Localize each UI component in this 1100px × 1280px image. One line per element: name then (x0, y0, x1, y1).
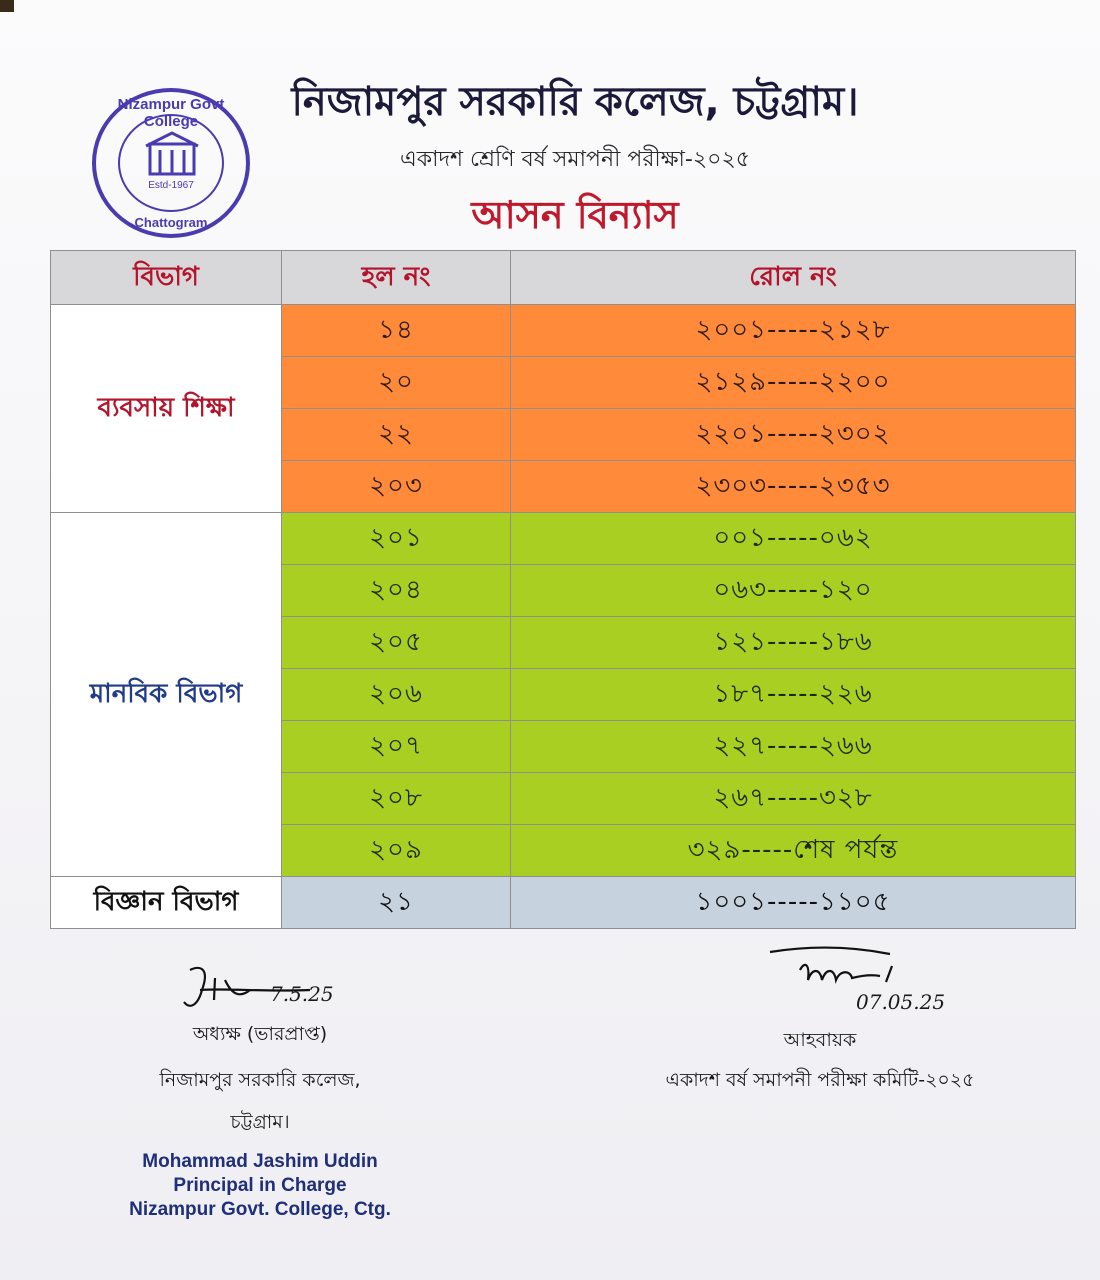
seating-table (50, 250, 1076, 929)
roll-cell: ২২০১-----২৩০২ (511, 409, 1076, 461)
roll-cell: ৩২৯-----শেষ পর্যন্ত (511, 825, 1076, 877)
seal-bottom-text: Chattogram (134, 215, 208, 230)
principal-org-line2: চট্টগ্রাম। (230, 1111, 290, 1133)
seal-top-text: Nizampur Govt College (117, 96, 225, 130)
building-icon (142, 130, 202, 180)
table-row (51, 877, 1076, 929)
header-hall: হল নং (282, 251, 511, 305)
seating-heading: আসন বিন্যাস (471, 193, 679, 237)
roll-cell: ১২১-----১৮৬ (511, 617, 1076, 669)
principal-signature-block (110, 960, 410, 1222)
principal-signature (110, 960, 410, 1020)
principal-college-en: Nizampur Govt. College, Ctg. (129, 1199, 391, 1220)
principal-title-en: Principal in Charge (173, 1175, 347, 1196)
convener-role: আহবায়ক (783, 1029, 857, 1051)
convener-signature-block (610, 940, 1030, 1098)
exam-subtitle: একাদশ শ্রেণি বর্ষ সমাপনী পরীক্ষা-২০২৫ (399, 147, 751, 172)
roll-cell: ০৬৩-----১২০ (511, 565, 1076, 617)
hall-cell: ১৪ (282, 305, 511, 357)
principal-org-line1: নিজামপুর সরকারি কলেজ, (159, 1069, 361, 1091)
department-science: বিজ্ঞান বিভাগ (51, 877, 282, 929)
header-roll: রোল নং (511, 251, 1076, 305)
roll-cell: ২০০১-----২১২৮ (511, 305, 1076, 357)
header-department: বিভাগ (51, 251, 282, 305)
roll-cell: ১৮৭-----২২৬ (511, 669, 1076, 721)
hall-cell: ২০৮ (282, 773, 511, 825)
principal-role: অধ্যক্ষ (ভারপ্রাপ্ত) (192, 1023, 328, 1045)
roll-cell: ২৩০৩-----২৩৫৩ (511, 461, 1076, 513)
hall-cell: ২০৪ (282, 565, 511, 617)
hall-cell: ২০ (282, 357, 511, 409)
hall-cell: ২০৯ (282, 825, 511, 877)
convener-sign-date: 07.05.25 (856, 990, 946, 1014)
hall-cell: ২২ (282, 409, 511, 461)
table-header-row (51, 251, 1076, 305)
exam-committee: একাদশ বর্ষ সমাপনী পরীক্ষা কমিটি-২০২৫ (665, 1069, 975, 1091)
hall-cell: ২০৫ (282, 617, 511, 669)
seal-inner-ring (118, 114, 224, 212)
department-humanities: মানবিক বিভাগ (51, 513, 282, 877)
principal-sign-date: 7.5.25 (270, 982, 334, 1006)
roll-cell: ২১২৯-----২২০০ (511, 357, 1076, 409)
roll-cell: ২২৭-----২৬৬ (511, 721, 1076, 773)
roll-cell: ১০০১-----১১০৫ (511, 877, 1076, 929)
hall-cell: ২১ (282, 877, 511, 929)
table-row (51, 513, 1076, 565)
principal-name-en: Mohammad Jashim Uddin (142, 1151, 378, 1172)
hall-cell: ২০৩ (282, 461, 511, 513)
department-business: ব্যবসায় শিক্ষা (51, 305, 282, 513)
seal-estd: Estd-1967 (148, 180, 194, 191)
hall-cell: ২০৭ (282, 721, 511, 773)
hall-cell: ২০১ (282, 513, 511, 565)
convener-signature (610, 940, 1030, 1020)
roll-cell: ২৬৭-----৩২৮ (511, 773, 1076, 825)
table-row (51, 305, 1076, 357)
college-seal (92, 88, 250, 238)
hall-cell: ২০৬ (282, 669, 511, 721)
roll-cell: ০০১-----০৬২ (511, 513, 1076, 565)
college-title: নিজামপুর সরকারি কলেজ, চট্টগ্রাম। (291, 79, 859, 125)
page-corner-mark (0, 0, 14, 12)
